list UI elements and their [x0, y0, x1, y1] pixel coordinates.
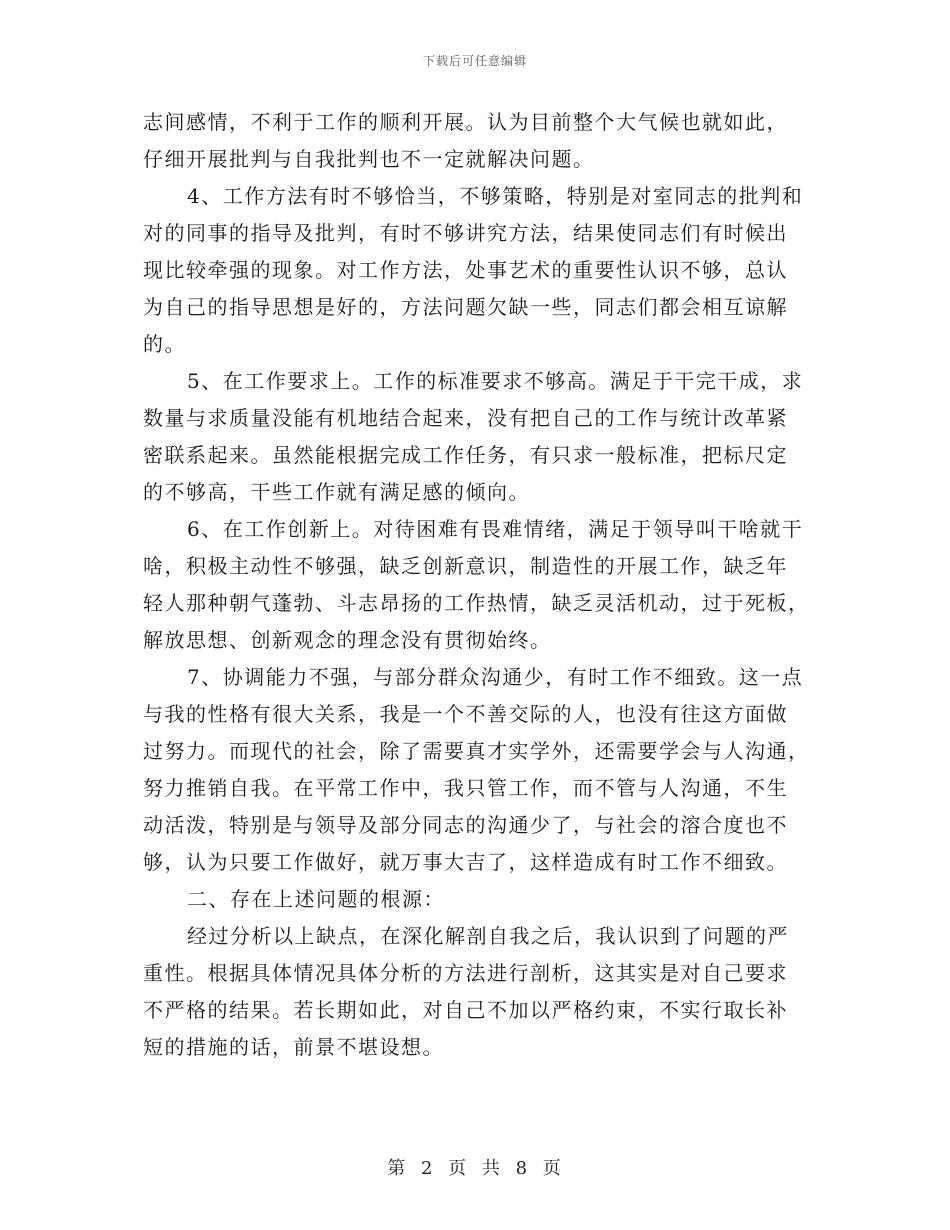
paragraph-item-4 [143, 178, 808, 363]
text-line: 的不够高，干些工作就有满足感的倾向。 [143, 480, 530, 504]
text-line: 解放思想、创新观念的理念没有贯彻始终。 [143, 628, 552, 652]
footer-ye: 页 [448, 1158, 469, 1179]
text-line: 4、工作方法有时不够恰当，不够策略，特别是对室同志的批判和 [187, 184, 804, 208]
text-line: 过努力。而现代的社会，除了需要真才实学外，还需要学会与人沟通， [143, 739, 810, 763]
text-line: 仔细开展批判与自我批判也不一定就解决问题。 [143, 147, 595, 171]
document-body [143, 104, 808, 1066]
text-line: 够，认为只要工作做好，就万事大吉了，这样造成有时工作不细致。 [143, 850, 788, 874]
text-line: 的。 [143, 332, 186, 356]
text-line: 动活泼，特别是与领导及部分同志的沟通少了，与社会的溶合度也不 [143, 813, 788, 837]
text-line: 密联系起来。虽然能根据完成工作任务，有只求一般标准，把标尺定 [143, 443, 788, 467]
page-number-footer [0, 1154, 950, 1180]
section-heading-root-causes [143, 881, 808, 918]
text-line: 7、协调能力不强，与部分群众沟通少，有时工作不细致。这一点 [187, 665, 804, 689]
text-line: 现比较牵强的现象。对工作方法，处事艺术的重要性认识不够，总认 [143, 258, 788, 282]
text-line: 为自己的指导思想是好的，方法问题欠缺一些，同志们都会相互谅解 [143, 295, 788, 319]
text-line: 重性。根据具体情况具体分析的方法进行剖析，这其实是对自己要求 [143, 961, 788, 985]
current-page-number: 2 [420, 1158, 435, 1179]
total-page-count: 8 [515, 1158, 530, 1179]
text-line: 轻人那种朝气蓬勃、斗志昂扬的工作热情，缺乏灵活机动，过于死板， [143, 591, 810, 615]
text-line: 与我的性格有很大关系，我是一个不善交际的人，也没有往这方面做 [143, 702, 788, 726]
text-line: 经过分析以上缺点，在深化解剖自我之后，我认识到了问题的严 [187, 924, 789, 948]
footer-di: 第 [387, 1158, 408, 1179]
footer-gong: 共 [481, 1158, 502, 1179]
text-line: 对的同事的指导及批判，有时不够讲究方法，结果使同志们有时候出 [143, 221, 788, 245]
text-line: 努力推销自我。在平常工作中，我只管工作，而不管与人沟通，不生 [143, 776, 788, 800]
text-line: 志间感情，不利于工作的顺利开展。认为目前整个大气候也就如此， [143, 110, 788, 134]
text-line: 啥，积极主动性不够强，缺乏创新意识，制造性的开展工作，缺乏年 [143, 554, 788, 578]
paragraph-intro-continuation [143, 104, 808, 178]
text-line: 5、在工作要求上。工作的标准要求不够高。满足于干完干成，求 [187, 369, 804, 393]
paragraph-item-5 [143, 363, 808, 511]
text-line: 不严格的结果。若长期如此，对自己不加以严格约束，不实行取长补 [143, 998, 788, 1022]
text-line: 短的措施的话，前景不堪设想。 [143, 1035, 444, 1059]
text-line: 6、在工作创新上。对待困难有畏难情绪，满足于领导叫干啥就干 [187, 517, 804, 541]
footer-ye-2: 页 [542, 1158, 563, 1179]
page-header-note: 下载后可任意编辑 [422, 54, 527, 68]
paragraph-item-6 [143, 511, 808, 659]
text-line: 数量与求质量没能有机地结合起来，没有把自己的工作与统计改革紧 [143, 406, 788, 430]
text-line: 二、存在上述问题的根源： [187, 887, 445, 911]
paragraph-item-7 [143, 659, 808, 881]
paragraph-root-causes [143, 918, 808, 1066]
